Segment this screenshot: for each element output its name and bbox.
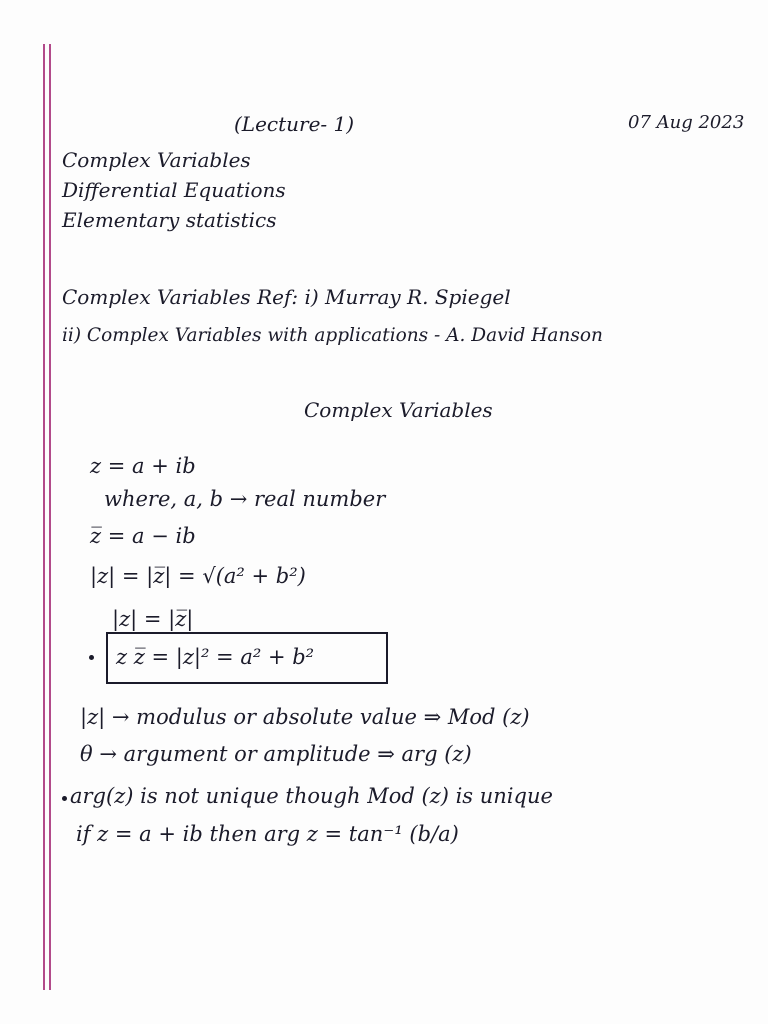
lecture-heading: (Lecture- 1) (234, 112, 355, 136)
section-title: Complex Variables (304, 398, 493, 422)
modulus-meaning: |z| → modulus or absolute value ⇒ Mod (z) (80, 705, 530, 729)
reference-line-1: Complex Variables Ref: i) Murray R. Spiegel (62, 285, 511, 309)
topic-differential-equations: Differential Equations (62, 178, 286, 202)
bullet (62, 796, 67, 801)
z-definition: z = a + ib (90, 454, 196, 478)
modulus-line: |z| = |z̅| = √(a² + b²) (90, 564, 306, 588)
modulus-equality: |z| = |z̅| (112, 607, 194, 631)
bullet (89, 655, 94, 660)
topic-complex-variables: Complex Variables (62, 148, 251, 172)
margin-line (49, 44, 51, 990)
argument-formula: if z = a + ib then arg z = tan⁻¹ (b/a) (76, 822, 459, 846)
argument-meaning: θ → argument or amplitude ⇒ arg (z) (80, 742, 472, 766)
conjugate-line: z̅ = a − ib (90, 524, 196, 548)
where-line: where, a, b → real number (104, 487, 386, 511)
date: 07 Aug 2023 (628, 112, 745, 133)
boxed-formula: z z̅ = |z|² = a² + b² (116, 645, 315, 669)
topic-elementary-statistics: Elementary statistics (62, 208, 277, 232)
margin-line (43, 44, 45, 990)
reference-line-2: ii) Complex Variables with applications - A. David Hanson (62, 325, 603, 346)
uniqueness-note: arg(z) is not unique though Mod (z) is unique (70, 784, 553, 808)
